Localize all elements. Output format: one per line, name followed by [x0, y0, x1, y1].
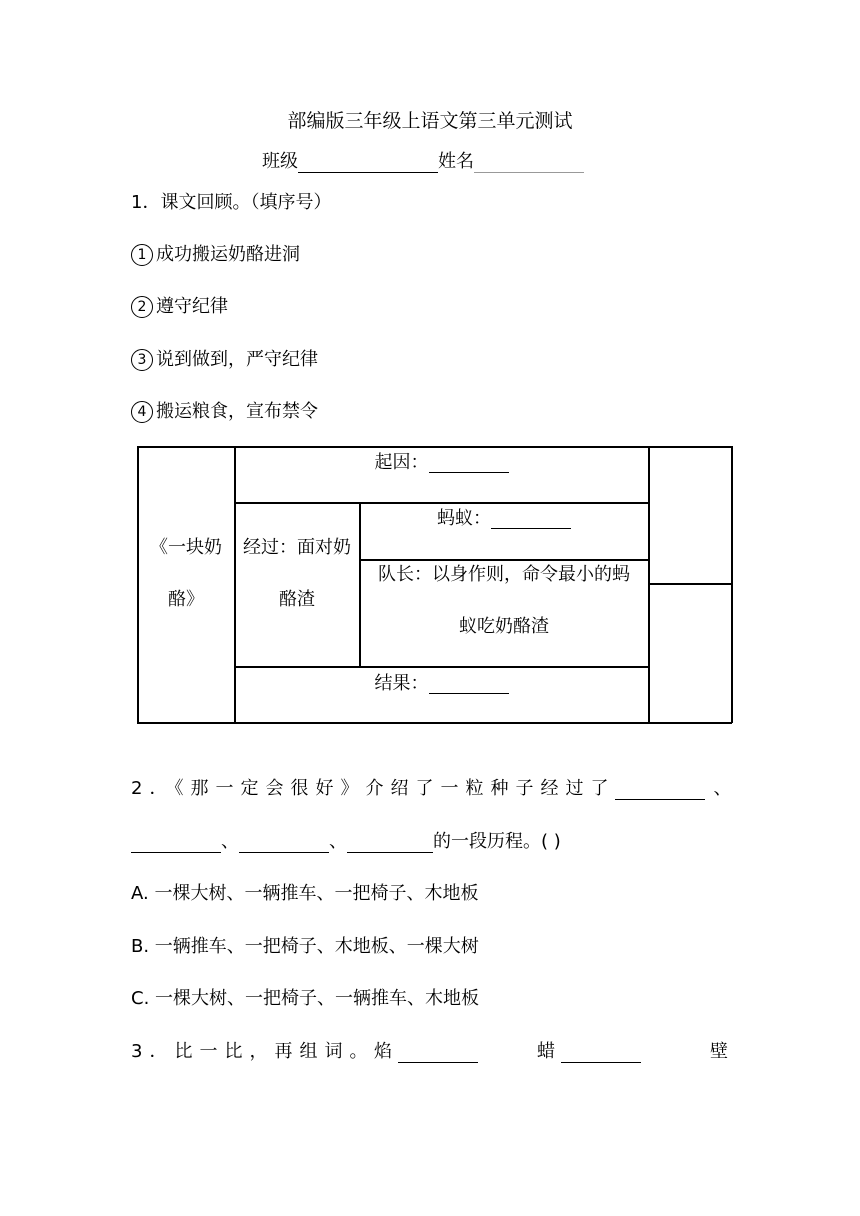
- name-blank[interactable]: [474, 154, 584, 173]
- table-border-top: [137, 446, 732, 448]
- table-divider: [234, 502, 649, 504]
- q2-blank-3[interactable]: [239, 834, 329, 853]
- process-line: 经过：面对奶: [243, 537, 351, 558]
- ants-label: 蚂蚁：: [437, 508, 491, 529]
- q1-option-2: [131, 292, 228, 318]
- book-title-line: 《一块奶: [150, 537, 222, 558]
- q2-blank-1[interactable]: [615, 781, 705, 800]
- q3-item-3: [710, 1037, 728, 1063]
- q2-blank-4[interactable]: [347, 834, 433, 853]
- q1-prompt: 1．课文回顾。（填序号）: [131, 192, 332, 213]
- table-border-bottom: [137, 722, 732, 724]
- book-title-cell: [138, 538, 234, 610]
- separator: 、: [221, 831, 239, 852]
- table-divider: [648, 583, 732, 585]
- q2-option-a: A. 一棵大树、一辆推车、一把椅子、木地板: [131, 883, 479, 904]
- page-title: 部编版三年级上语文第三单元测试: [287, 110, 573, 132]
- table-border-right: [731, 446, 733, 723]
- ants-cell: [360, 509, 648, 529]
- result-cell: [235, 674, 648, 694]
- q1-option-3: [131, 345, 318, 371]
- cause-blank[interactable]: [429, 454, 509, 473]
- table-divider: [359, 559, 649, 561]
- option-text: 遵守纪律: [156, 296, 228, 317]
- q1-option-1: [131, 240, 300, 266]
- table-divider: [234, 666, 649, 668]
- q2-prompt: 2．《那一定会很好》介绍了一粒种子经过了: [131, 778, 616, 799]
- circled-number-2: 2: [131, 296, 153, 318]
- cause-cell: [235, 453, 648, 473]
- q3-char: 焰: [374, 1041, 392, 1062]
- table-divider: [648, 446, 650, 723]
- q2-line2: [131, 827, 561, 853]
- class-blank[interactable]: [298, 154, 438, 173]
- ants-blank[interactable]: [491, 510, 571, 529]
- cause-label: 起因：: [374, 452, 429, 473]
- q3-blank-1[interactable]: [398, 1044, 478, 1063]
- captain-line: 蚁吃奶酪渣: [459, 616, 549, 637]
- option-text: 成功搬运奶酪进洞: [156, 244, 300, 265]
- circled-number-4: 4: [131, 401, 153, 423]
- q1-option-4: [131, 397, 318, 423]
- process-line: 酪渣: [279, 589, 315, 610]
- q2-option-c: C. 一棵大树、一把椅子、一辆推车、木地板: [131, 988, 480, 1009]
- class-name-line: [262, 147, 584, 173]
- q2-line1: [131, 774, 731, 800]
- name-label: 姓名: [438, 151, 474, 172]
- q2-blank-2[interactable]: [131, 834, 221, 853]
- class-label: 班级: [262, 151, 298, 172]
- separator: 、: [713, 778, 732, 799]
- result-blank[interactable]: [429, 675, 509, 694]
- result-label: 结果：: [374, 673, 429, 694]
- q3-char: 蜡: [537, 1041, 555, 1062]
- captain-line: 队长：以身作则，命令最小的蚂: [378, 564, 630, 585]
- separator: 、: [329, 831, 347, 852]
- process-cell: [235, 538, 359, 610]
- q2-option-b: B. 一辆推车、一把椅子、木地板、一棵大树: [131, 936, 479, 957]
- q3-char: 壁: [710, 1041, 728, 1062]
- q3-item-2: [537, 1037, 641, 1063]
- captain-cell: [360, 565, 648, 637]
- circled-number-1: 1: [131, 244, 153, 266]
- book-title-line: 酪》: [168, 589, 204, 610]
- option-text: 说到做到，严守纪律: [156, 349, 318, 370]
- option-text: 搬运粮食，宣布禁令: [156, 401, 318, 422]
- q3-blank-2[interactable]: [561, 1044, 641, 1063]
- q3-item-1: [374, 1037, 478, 1063]
- circled-number-3: 3: [131, 349, 153, 371]
- q2-tail: 的一段历程。( ): [433, 831, 561, 852]
- q3-prompt: 3．比一比，再组词。: [131, 1041, 375, 1062]
